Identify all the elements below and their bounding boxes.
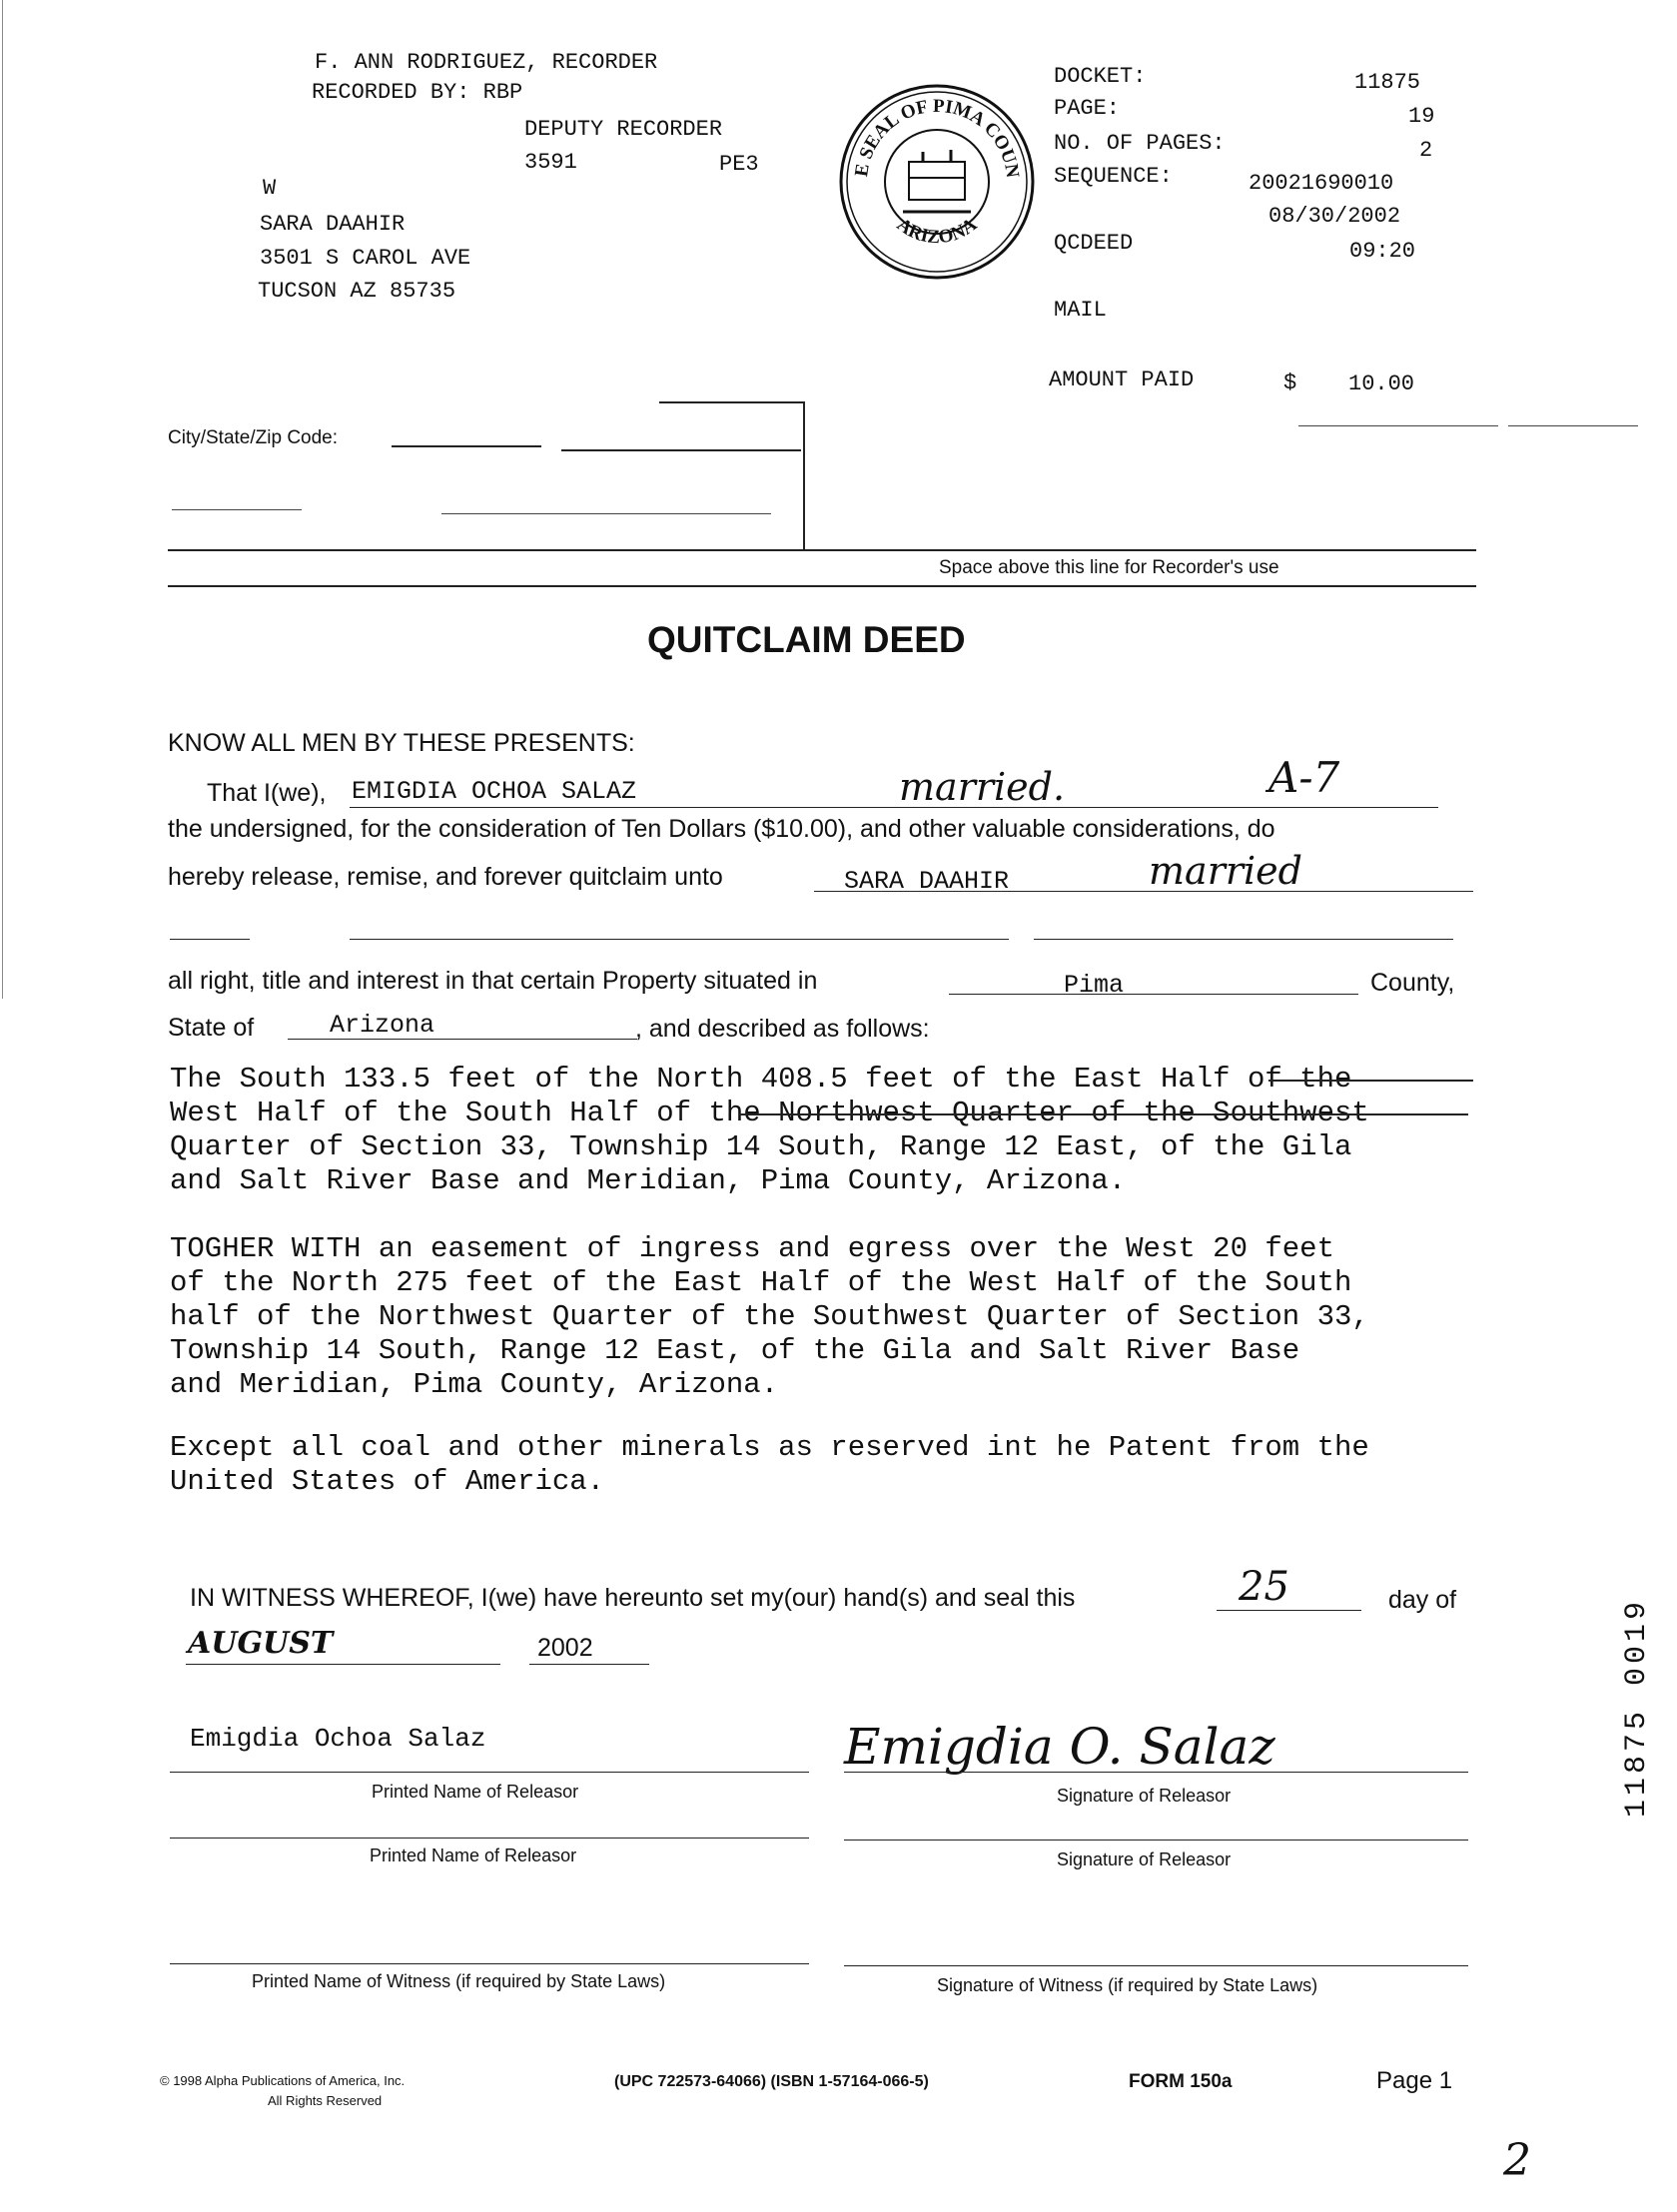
month-line (186, 1664, 500, 1665)
seal-bottom-text: ARIZONA (892, 214, 982, 249)
witness-year: 2002 (537, 1634, 593, 1662)
city-line-1 (392, 445, 541, 447)
amount-currency: $ (1283, 370, 1297, 395)
witness-signature-line (844, 1965, 1468, 1966)
grantor-line (350, 807, 1438, 808)
county-seal (837, 82, 1037, 282)
that-label: That I(we), (207, 779, 327, 807)
release-label: hereby release, remise, and forever quitclaim unto (168, 863, 723, 891)
property-label: all right, title and interest in that certain Property situated in (168, 967, 818, 995)
addressee-city: TUCSON AZ 85735 (258, 279, 456, 304)
grantor-name: EMIGDIA OCHOA SALAZ (352, 777, 637, 806)
page-number: Page 1 (1376, 2067, 1453, 2094)
know-all-men: KNOW ALL MEN BY THESE PRESENTS: (168, 729, 635, 757)
city-line-2 (561, 449, 801, 451)
sequence-value: 20021690010 (1249, 171, 1394, 196)
recorder-line-2 (168, 585, 1476, 587)
form-number: FORM 150a (1129, 2071, 1233, 2092)
legal-line: Quarter of Section 33, Township 14 South, Range 12 East, of the Gila (170, 1130, 1352, 1163)
legal-line: The South 133.5 feet of the North 408.5 feet of the East Half of the (170, 1063, 1352, 1096)
page-value: 19 (1408, 104, 1435, 129)
address-line-a (172, 509, 302, 510)
state-line (288, 1039, 637, 1040)
address-line-b (441, 513, 771, 514)
form-divider (803, 401, 805, 551)
legal-line: and Meridian, Pima County, Arizona. (170, 1368, 779, 1401)
legal-line: Except all coal and other minerals as reserved int he Patent from the (170, 1431, 1369, 1464)
left-edge-mark (2, 0, 3, 999)
legal-description-1 (170, 1063, 1369, 1198)
legal-line: Township 14 South, Range 12 East, of the Gila and Salt River Base (170, 1334, 1300, 1367)
deputy-number: 3591 (524, 150, 577, 175)
docket-value: 11875 (1354, 70, 1421, 95)
margin-stamp: 11875 0019 (1620, 1597, 1654, 1818)
addressee-street: 3501 S CAROL AVE (260, 246, 471, 271)
sig-witness-label: Signature of Witness (if required by State Laws) (937, 1975, 1318, 1995)
signature-line-2 (844, 1840, 1468, 1841)
deputy-recorder: DEPUTY RECORDER (524, 117, 723, 142)
consideration-text: the undersigned, for the consideration of Ten Dollars ($10.00), and other valuable considerations, do (168, 815, 1275, 843)
printed-name-line-1 (170, 1772, 809, 1773)
strikethrough-line-2 (739, 1113, 1468, 1115)
city-state-zip-label: City/State/Zip Code: (168, 427, 339, 448)
mail-label: MAIL (1054, 298, 1107, 323)
witness-name-line (170, 1963, 809, 1964)
county-line (949, 994, 1358, 995)
docket-label: DOCKET: (1054, 64, 1147, 89)
copyright-line-1: © 1998 Alpha Publications of America, Inc. (160, 2073, 406, 2088)
sig-releasor-label-2: Signature of Releasor (1057, 1849, 1232, 1869)
svg-text:ARIZONA (893, 214, 981, 248)
grantee-line (814, 891, 1473, 892)
legal-line: West Half of the South Half of the Northwest Quarter of the Southwest (170, 1097, 1369, 1129)
page-label: PAGE: (1054, 96, 1121, 121)
legal-line: half of the Northwest Quarter of the Southwest Quarter of Section 33, (170, 1300, 1369, 1333)
grantee-name: SARA DAAHIR (844, 867, 1010, 896)
recorder-line-1 (168, 549, 1476, 551)
amount-value: 10.00 (1348, 371, 1415, 396)
recorder-dash-right (1298, 425, 1498, 426)
blank-line-2 (350, 939, 1009, 940)
printed-releasor-label-1: Printed Name of Releasor (372, 1782, 579, 1802)
county-value: Pima (1064, 971, 1125, 1000)
amount-label: AMOUNT PAID (1049, 368, 1195, 392)
page-mark: 2 (1503, 2135, 1531, 2186)
legal-line: of the North 275 feet of the East Half of the West Half of the South (170, 1266, 1352, 1299)
copyright-line-2: All Rights Reserved (268, 2093, 383, 2108)
witness-month: AUGUST (188, 1626, 334, 1661)
state-value: Arizona (330, 1011, 435, 1040)
sequence-label: SEQUENCE: (1054, 164, 1173, 189)
grantor-status: married. (899, 765, 1066, 809)
printed-name-releasor: Emigdia Ochoa Salaz (190, 1724, 486, 1754)
witness-day: 25 (1239, 1564, 1289, 1610)
state-label: State of (168, 1014, 255, 1042)
legal-line: TOGHER WITH an easement of ingress and egress over the West 20 feet (170, 1232, 1334, 1265)
day-of-label: day of (1388, 1586, 1457, 1614)
signature-line-1 (844, 1772, 1468, 1773)
described-label: , and described as follows: (635, 1015, 930, 1043)
printed-name-line-2 (170, 1838, 809, 1839)
reference-mark: A-7 (1268, 753, 1340, 802)
year-line (529, 1664, 649, 1665)
printed-witness-label: Printed Name of Witness (if required by State Laws) (252, 1971, 666, 1991)
strikethrough-line (1268, 1080, 1473, 1082)
recorder-dash-right-2 (1508, 425, 1638, 426)
sig-releasor-label-1: Signature of Releasor (1057, 1786, 1232, 1806)
blank-line-1 (170, 939, 250, 940)
record-time: 09:20 (1349, 239, 1416, 264)
w-mark: W (263, 176, 277, 201)
pages-label: NO. OF PAGES: (1054, 131, 1226, 156)
recorded-by: RECORDED BY: RBP (312, 80, 523, 105)
legal-description-3 (170, 1431, 1369, 1499)
legal-description-2 (170, 1232, 1369, 1402)
legal-line: and Salt River Base and Meridian, Pima County, Arizona. (170, 1164, 1127, 1197)
county-label: County, (1370, 969, 1455, 997)
grantee-status: married (1149, 849, 1302, 893)
day-line (1217, 1610, 1361, 1611)
witness-text: IN WITNESS WHEREOF, I(we) have hereunto set my(our) hand(s) and seal this (190, 1584, 1076, 1612)
legal-line: United States of America. (170, 1465, 605, 1498)
pages-value: 2 (1419, 138, 1433, 163)
record-date: 08/30/2002 (1268, 204, 1401, 229)
recorder-space-label: Space above this line for Recorder's use (939, 557, 1279, 578)
recorder-name: F. ANN RODRIGUEZ, RECORDER (315, 50, 658, 75)
deputy-code: PE3 (719, 152, 759, 177)
deed-title: QUITCLAIM DEED (647, 619, 966, 660)
printed-releasor-label-2: Printed Name of Releasor (370, 1845, 577, 1865)
upc-isbn: (UPC 722573-64066) (ISBN 1-57164-066-5) (614, 2073, 929, 2090)
seal-top-text: E SEAL OF PIMA COUN (851, 95, 1024, 180)
blank-line-3 (1034, 939, 1453, 940)
record-type: QCDEED (1054, 231, 1134, 256)
top-bar-line (659, 401, 804, 403)
addressee-name: SARA DAAHIR (260, 212, 406, 237)
releasor-signature: Emigdia O. Salaz (844, 1718, 1275, 1776)
